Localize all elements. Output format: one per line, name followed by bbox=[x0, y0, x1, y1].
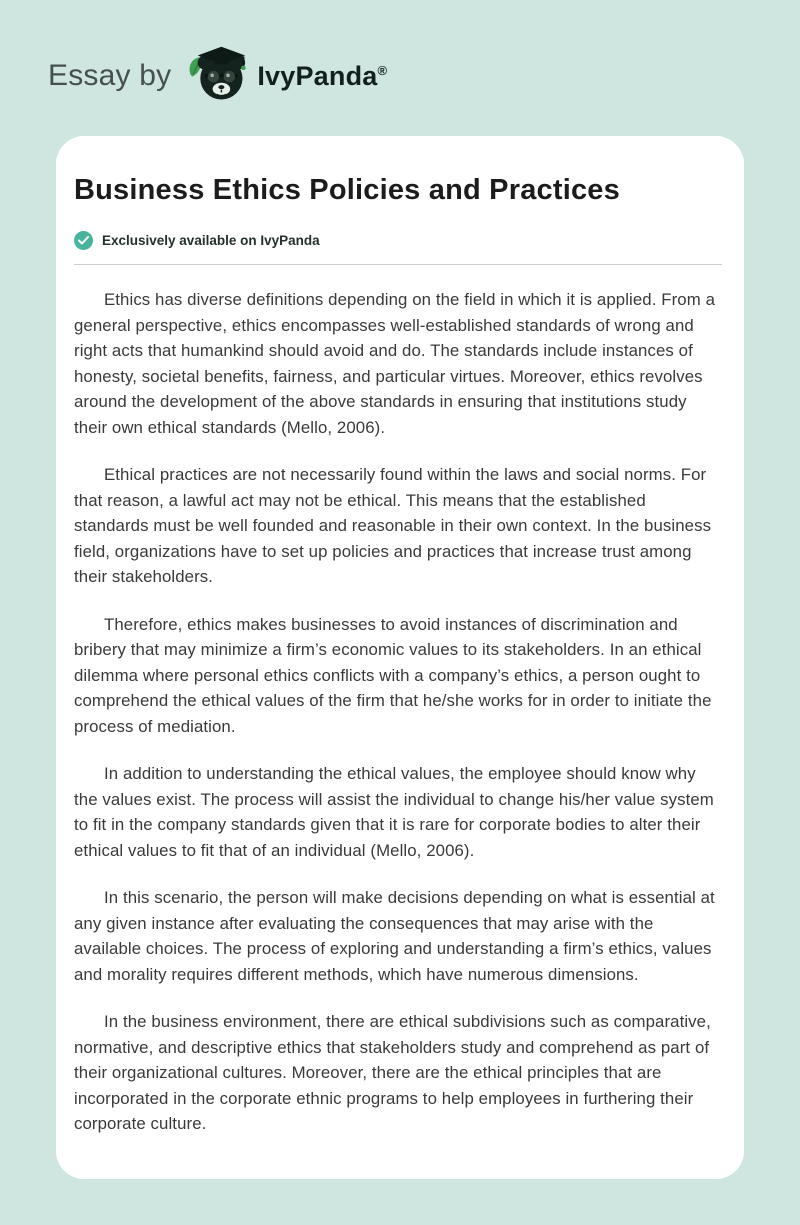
divider bbox=[74, 264, 722, 265]
essay-body bbox=[74, 287, 722, 1137]
essay-title: Business Ethics Policies and Practices bbox=[74, 174, 620, 206]
essay-card bbox=[56, 136, 744, 1179]
availability-badge-label: Exclusively available on IvyPanda bbox=[102, 233, 320, 248]
brand-name: IvyPanda® bbox=[257, 60, 388, 91]
panda-graduate-icon bbox=[185, 45, 249, 108]
essay-paragraph: Ethical practices are not necessarily found within the laws and social norms. For that reason, a lawful act may not be ethical. This means that the established standards must be well founded and reasonable in their own context. In the business field, organizations have to set up policies and practices that increase trust among their stakeholders. bbox=[74, 465, 712, 586]
checkmark-icon bbox=[74, 231, 93, 250]
essay-by-label: Essay by bbox=[48, 59, 172, 92]
ivypanda-logo bbox=[185, 45, 387, 108]
essay-paragraph: In this scenario, the person will make decisions depending on what is essential at any given instance after evaluating the consequences that may arise with the available choices. The process of exploring and understanding a firm’s ethics, values and morality requires different methods, which have numerous dimensions. bbox=[74, 888, 715, 984]
essay-paragraph: In addition to understanding the ethical values, the employee should know why the values exist. The process will assist the individual to change his/her value system to fit in the company standards given that it is rare for corporate bodies to alter their ethical values to fit that of an individual (Mello, 2006). bbox=[74, 764, 714, 860]
header bbox=[0, 34, 800, 112]
essay-paragraph: Therefore, ethics makes businesses to avoid instances of discrimination and bribery that may minimize a firm’s economic values to its stakeholders. In an ethical dilemma where personal ethics conflicts with a company’s ethics, a person ought to comprehend the ethical values of the firm that he/she works for in order to initiate the process of mediation. bbox=[74, 614, 712, 736]
essay-paragraph: Ethics has diverse definitions depending on the field in which it is applied. From a general perspective, ethics encompasses well-established standards of wrong and right acts that humankind should avoid and do. The standards include instances of honesty, societal benefits, fairness, and particular virtues. Moreover, ethics revolves around the development of the above standards in ensuring that institutions study their own ethical standards (Mello, 2006). bbox=[74, 290, 716, 437]
essay-paragraph: In the business environment, there are ethical subdivisions such as comparative, normative, and descriptive ethics that stakeholders study and comprehend as part of their organizational cultures. Moreover, there are the ethical principles that are incorporated in the corporate ethnic programs to help employees in furthering their corporate culture. bbox=[74, 1012, 711, 1133]
registered-trademark: ® bbox=[377, 62, 388, 78]
availability-badge bbox=[74, 231, 722, 250]
